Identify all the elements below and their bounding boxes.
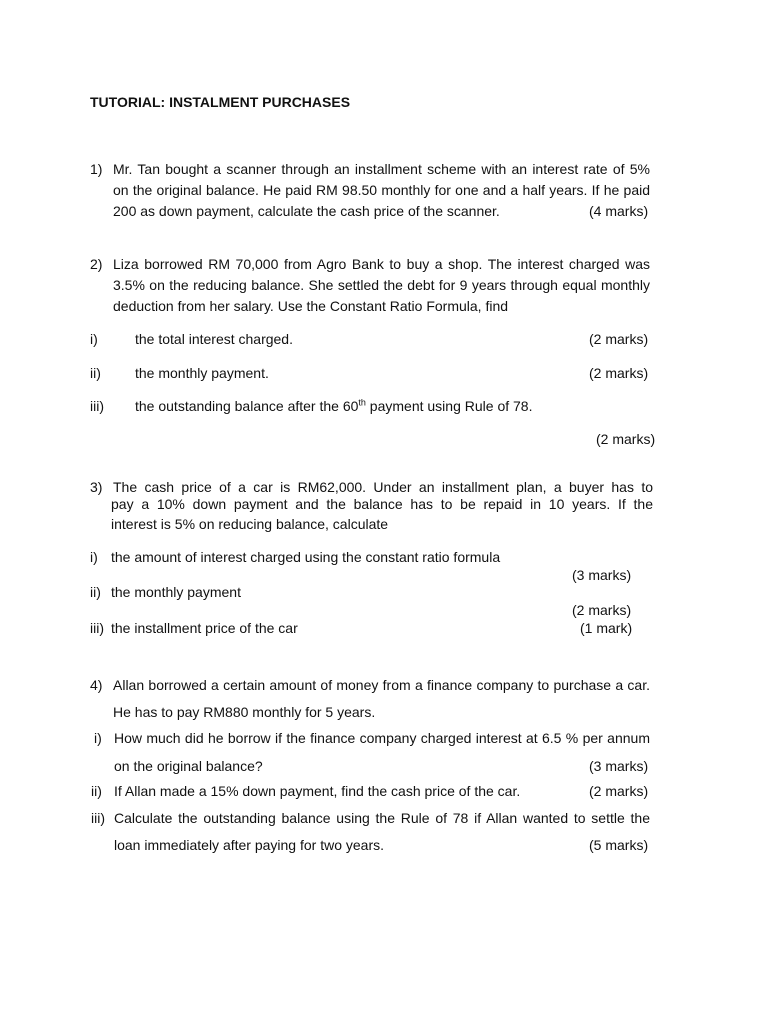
marks-label: (1 mark): [580, 620, 633, 636]
question-text: on the original balance. He paid RM 98.50 monthly for one and a half years. If he paid: [113, 182, 650, 198]
part-text: [135, 398, 532, 414]
part-text-a: the outstanding balance after the 60: [135, 398, 359, 414]
page-title: TUTORIAL: INSTALMENT PURCHASES: [90, 94, 351, 110]
part-text-b: payment using Rule of 78.: [365, 398, 533, 414]
question-text: Allan borrowed a certain amount of money from a finance company to purchase a car.: [113, 677, 650, 693]
part-text: the installment price of the car: [111, 620, 298, 636]
marks-label: (4 marks): [589, 203, 649, 219]
part-label: ii): [91, 783, 102, 799]
question-text: The cash price of a car is RM62,000. Under an installment plan, a buyer has to: [113, 479, 653, 495]
marks-label: (2 marks): [572, 602, 632, 618]
part-text: loan immediately after paying for two years.: [114, 837, 385, 853]
part-text: How much did he borrow if the finance company charged interest at 6.5 % per annum: [114, 730, 650, 746]
marks-label: (5 marks): [589, 837, 649, 853]
question-text: 200 as down payment, calculate the cash price of the scanner.: [113, 203, 500, 219]
part-label: ii): [90, 365, 101, 381]
ordinal-suffix: th: [358, 397, 366, 408]
marks-label: (2 marks): [596, 431, 656, 447]
question-text: He has to pay RM880 monthly for 5 years.: [113, 704, 376, 720]
question-text: 3.5% on the reducing balance. She settled the debt for 9 years through equal monthly: [113, 277, 650, 293]
part-text: the amount of interest charged using the constant ratio formula: [111, 549, 501, 565]
part-label: i): [94, 730, 102, 746]
part-label: iii): [91, 810, 105, 826]
part-label: i): [90, 331, 98, 347]
question-number: 4): [90, 677, 103, 693]
question-text: pay a 10% down payment and the balance has to be repaid in 10 years. If the: [111, 496, 653, 512]
marks-label: (2 marks): [589, 365, 649, 381]
marks-label: (2 marks): [589, 331, 649, 347]
part-label: i): [90, 549, 98, 565]
question-number: 1): [90, 161, 103, 177]
part-text: the monthly payment.: [135, 365, 269, 381]
part-text: the monthly payment: [111, 584, 241, 600]
part-text: If Allan made a 15% down payment, find the cash price of the car.: [114, 783, 521, 799]
part-text: Calculate the outstanding balance using the Rule of 78 if Allan wanted to settle the: [114, 810, 650, 826]
part-label: iii): [90, 398, 104, 414]
question-text: interest is 5% on reducing balance, calculate: [111, 516, 389, 532]
question-text: Mr. Tan bought a scanner through an installment scheme with an interest rate of 5%: [113, 161, 650, 177]
part-label: ii): [90, 584, 101, 600]
part-text: the total interest charged.: [135, 331, 293, 347]
marks-label: (2 marks): [589, 783, 649, 799]
question-text: Liza borrowed RM 70,000 from Agro Bank to buy a shop. The interest charged was: [113, 256, 650, 272]
part-label: iii): [90, 620, 104, 636]
marks-label: (3 marks): [572, 567, 632, 583]
question-text: deduction from her salary. Use the Constant Ratio Formula, find: [113, 298, 509, 314]
question-number: 2): [90, 256, 103, 272]
part-text: on the original balance?: [114, 758, 263, 774]
question-number: 3): [90, 479, 103, 495]
marks-label: (3 marks): [589, 758, 649, 774]
